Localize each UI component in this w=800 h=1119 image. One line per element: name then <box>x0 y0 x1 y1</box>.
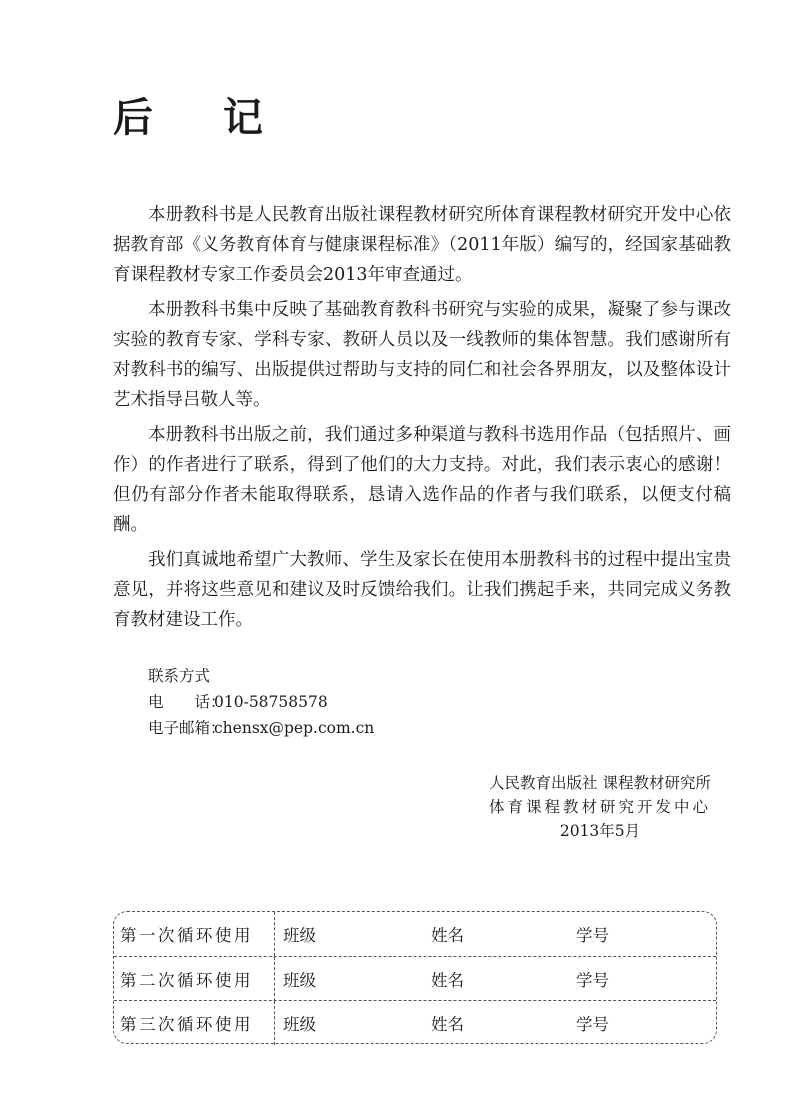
name-label: 姓名 <box>431 1015 464 1034</box>
paragraph: 本册教科书是人民教育出版社课程教材研究所体育课程教材研究开发中心依据教育部《义务教育体育与健康课程标准》（2011年版）编写的，经国家基础教育课程教材专家工作委员会2013年审查通过。 <box>113 205 731 285</box>
name-label: 姓名 <box>431 926 464 945</box>
body-text <box>113 200 731 640</box>
paragraph: 本册教科书集中反映了基础教育教科书研究与实验的成果，凝聚了参与课改实验的教育专家、学科专家、教研人员以及一线教师的集体智慧。我们感谢所有对教科书的编写、出版提供过帮助与支持的同仁和社会各界朋友，以及整体设计艺术指导吕敬人等。 <box>113 300 731 410</box>
contact-info <box>148 663 374 741</box>
cycle-label: 第二次循环使用 <box>120 971 253 990</box>
class-label: 班级 <box>283 926 316 945</box>
cycle-label: 第一次循环使用 <box>120 926 253 945</box>
email-label: 电子邮箱： <box>148 719 226 737</box>
signoff <box>480 771 720 843</box>
number-label: 学号 <box>576 926 609 945</box>
phone-label: 电 话： <box>148 693 226 711</box>
signoff-date: 2013年5月 <box>559 822 641 840</box>
paragraph: 我们真诚地希望广大教师、学生及家长在使用本册教科书的过程中提出宝贵意见，并将这些意见和建议及时反馈给我们。让我们携起手来，共同完成义务教育教材建设工作。 <box>113 550 731 630</box>
phone-value: 010-58758578 <box>214 693 328 711</box>
signoff-center: 体育课程教材研究开发中心 <box>488 798 711 816</box>
number-label: 学号 <box>576 971 609 990</box>
table-row <box>114 956 716 1001</box>
class-label: 班级 <box>283 971 316 990</box>
email-value: chensx@pep.com.cn <box>214 719 375 737</box>
signoff-organization: 人民教育出版社 课程教材研究所 <box>489 774 711 792</box>
cycle-label: 第三次循环使用 <box>120 1015 253 1034</box>
contact-email-row <box>148 715 374 741</box>
table-row <box>114 1000 716 1045</box>
column-divider <box>274 912 275 956</box>
contact-phone-row <box>148 689 374 715</box>
page-title: 后 记 <box>113 94 291 141</box>
column-divider <box>274 1001 275 1045</box>
column-divider <box>274 957 275 1001</box>
contact-heading: 联系方式 <box>148 667 211 685</box>
name-label: 姓名 <box>431 971 464 990</box>
class-label: 班级 <box>283 1015 316 1034</box>
number-label: 学号 <box>576 1015 609 1034</box>
usage-record-table <box>113 911 717 1044</box>
table-row <box>114 912 716 956</box>
paragraph: 本册教科书出版之前，我们通过多种渠道与教科书选用作品（包括照片、画作）的作者进行了联系，得到了他们的大力支持。对此，我们表示衷心的感谢！但仍有部分作者未能取得联系，恳请入选作品的作者与我们联系，以便支付稿酬。 <box>113 425 731 535</box>
